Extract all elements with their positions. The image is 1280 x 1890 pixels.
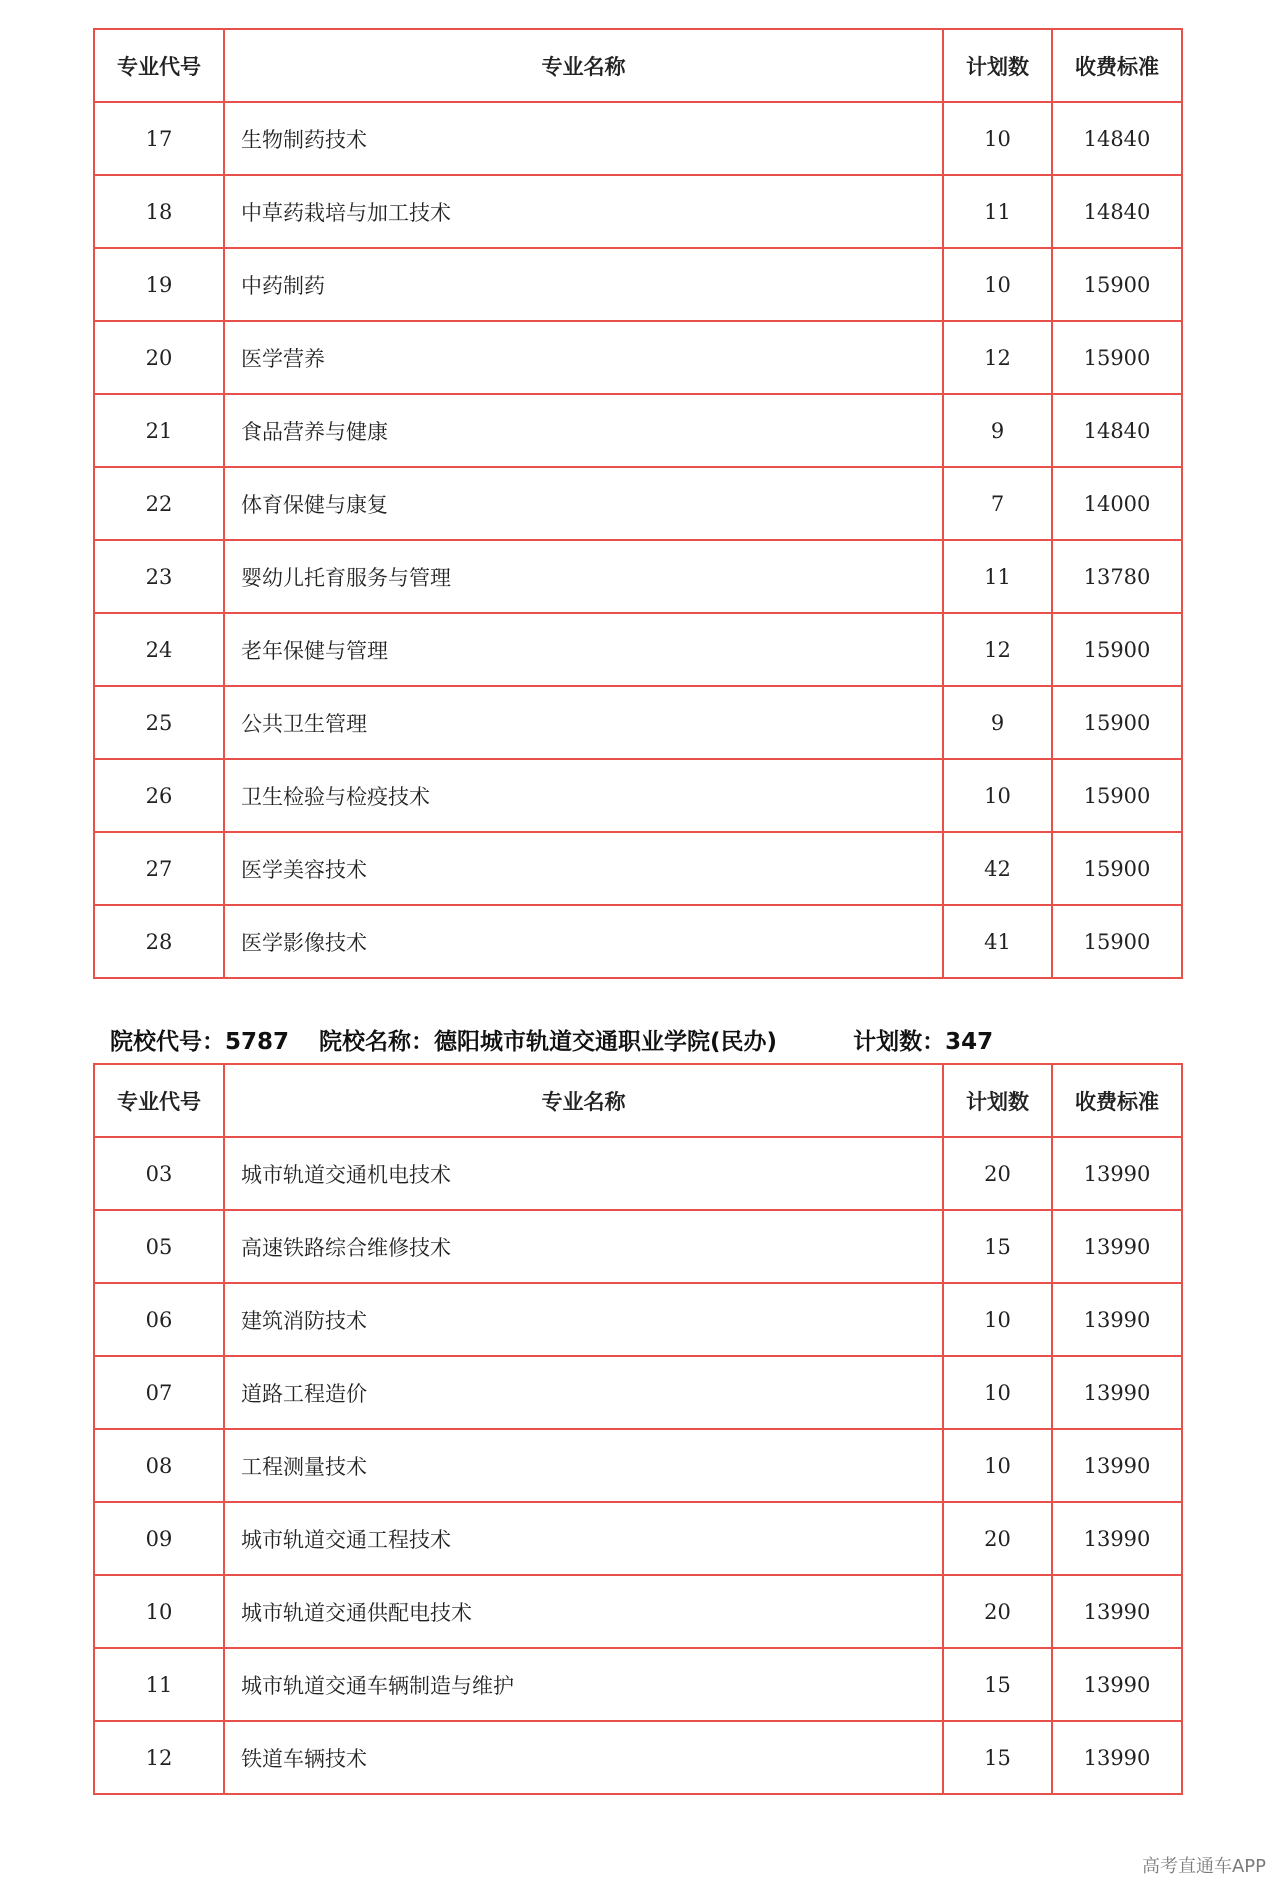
cell-code: 07 bbox=[94, 1356, 224, 1429]
cell-fee: 14000 bbox=[1052, 467, 1182, 540]
cell-fee: 14840 bbox=[1052, 102, 1182, 175]
school-plan-total: 计划数：347 bbox=[853, 1029, 994, 1055]
cell-plan: 15 bbox=[943, 1721, 1052, 1794]
cell-plan: 15 bbox=[943, 1210, 1052, 1283]
cell-code: 24 bbox=[94, 613, 224, 686]
cell-plan: 42 bbox=[943, 832, 1052, 905]
cell-plan: 15 bbox=[943, 1648, 1052, 1721]
cell-code: 19 bbox=[94, 248, 224, 321]
cell-code: 05 bbox=[94, 1210, 224, 1283]
cell-fee: 13990 bbox=[1052, 1721, 1182, 1794]
cell-code: 06 bbox=[94, 1283, 224, 1356]
header-fee: 收费标准 bbox=[1052, 1064, 1182, 1137]
cell-name: 工程测量技术 bbox=[224, 1429, 943, 1502]
table-row bbox=[94, 1429, 1182, 1502]
cell-fee: 13990 bbox=[1052, 1575, 1182, 1648]
cell-fee: 15900 bbox=[1052, 686, 1182, 759]
cell-fee: 13780 bbox=[1052, 540, 1182, 613]
table-row bbox=[94, 102, 1182, 175]
table-row bbox=[94, 248, 1182, 321]
cell-plan: 11 bbox=[943, 540, 1052, 613]
cell-plan: 20 bbox=[943, 1575, 1052, 1648]
cell-name: 婴幼儿托育服务与管理 bbox=[224, 540, 943, 613]
table-header-row bbox=[94, 29, 1182, 102]
cell-fee: 13990 bbox=[1052, 1283, 1182, 1356]
cell-code: 21 bbox=[94, 394, 224, 467]
cell-name: 铁道车辆技术 bbox=[224, 1721, 943, 1794]
watermark-text: 高考直通车APP bbox=[1141, 1856, 1266, 1877]
cell-fee: 14840 bbox=[1052, 175, 1182, 248]
cell-plan: 10 bbox=[943, 759, 1052, 832]
cell-fee: 13990 bbox=[1052, 1429, 1182, 1502]
cell-fee: 15900 bbox=[1052, 832, 1182, 905]
cell-name: 道路工程造价 bbox=[224, 1356, 943, 1429]
table-row bbox=[94, 759, 1182, 832]
table-row bbox=[94, 832, 1182, 905]
table-row bbox=[94, 1721, 1182, 1794]
cell-plan: 11 bbox=[943, 175, 1052, 248]
school-info-line bbox=[110, 1023, 993, 1057]
cell-name: 卫生检验与检疫技术 bbox=[224, 759, 943, 832]
cell-plan: 9 bbox=[943, 394, 1052, 467]
cell-fee: 13990 bbox=[1052, 1502, 1182, 1575]
cell-name: 高速铁路综合维修技术 bbox=[224, 1210, 943, 1283]
table-row bbox=[94, 467, 1182, 540]
cell-plan: 9 bbox=[943, 686, 1052, 759]
cell-plan: 12 bbox=[943, 321, 1052, 394]
cell-plan: 20 bbox=[943, 1137, 1052, 1210]
major-table-1 bbox=[93, 28, 1183, 979]
header-code: 专业代号 bbox=[94, 1064, 224, 1137]
cell-code: 18 bbox=[94, 175, 224, 248]
cell-name: 城市轨道交通机电技术 bbox=[224, 1137, 943, 1210]
school-name: 院校名称：德阳城市轨道交通职业学院(民办) bbox=[319, 1029, 778, 1055]
cell-code: 08 bbox=[94, 1429, 224, 1502]
cell-name: 医学美容技术 bbox=[224, 832, 943, 905]
cell-fee: 15900 bbox=[1052, 321, 1182, 394]
header-name: 专业名称 bbox=[224, 29, 943, 102]
header-name: 专业名称 bbox=[224, 1064, 943, 1137]
table-row bbox=[94, 1283, 1182, 1356]
table-row bbox=[94, 1137, 1182, 1210]
cell-code: 20 bbox=[94, 321, 224, 394]
header-fee: 收费标准 bbox=[1052, 29, 1182, 102]
cell-plan: 41 bbox=[943, 905, 1052, 978]
cell-fee: 15900 bbox=[1052, 759, 1182, 832]
cell-code: 22 bbox=[94, 467, 224, 540]
cell-fee: 15900 bbox=[1052, 248, 1182, 321]
cell-name: 城市轨道交通工程技术 bbox=[224, 1502, 943, 1575]
cell-plan: 10 bbox=[943, 102, 1052, 175]
table-row bbox=[94, 1210, 1182, 1283]
school-code: 院校代号：5787 bbox=[110, 1029, 290, 1055]
cell-name: 中药制药 bbox=[224, 248, 943, 321]
cell-name: 医学营养 bbox=[224, 321, 943, 394]
table-row bbox=[94, 1356, 1182, 1429]
cell-name: 老年保健与管理 bbox=[224, 613, 943, 686]
cell-fee: 13990 bbox=[1052, 1356, 1182, 1429]
cell-name: 食品营养与健康 bbox=[224, 394, 943, 467]
cell-code: 10 bbox=[94, 1575, 224, 1648]
cell-code: 17 bbox=[94, 102, 224, 175]
cell-name: 体育保健与康复 bbox=[224, 467, 943, 540]
major-table-2 bbox=[93, 1063, 1183, 1795]
table-row bbox=[94, 540, 1182, 613]
cell-plan: 10 bbox=[943, 1356, 1052, 1429]
cell-code: 12 bbox=[94, 1721, 224, 1794]
cell-plan: 10 bbox=[943, 1429, 1052, 1502]
cell-name: 生物制药技术 bbox=[224, 102, 943, 175]
cell-code: 11 bbox=[94, 1648, 224, 1721]
cell-code: 23 bbox=[94, 540, 224, 613]
table-row bbox=[94, 394, 1182, 467]
cell-plan: 10 bbox=[943, 1283, 1052, 1356]
cell-name: 医学影像技术 bbox=[224, 905, 943, 978]
table-header-row bbox=[94, 1064, 1182, 1137]
cell-code: 27 bbox=[94, 832, 224, 905]
cell-code: 09 bbox=[94, 1502, 224, 1575]
table-row bbox=[94, 686, 1182, 759]
cell-fee: 13990 bbox=[1052, 1210, 1182, 1283]
table-row bbox=[94, 905, 1182, 978]
cell-plan: 10 bbox=[943, 248, 1052, 321]
cell-code: 28 bbox=[94, 905, 224, 978]
cell-code: 03 bbox=[94, 1137, 224, 1210]
cell-name: 建筑消防技术 bbox=[224, 1283, 943, 1356]
header-plan: 计划数 bbox=[943, 29, 1052, 102]
cell-plan: 7 bbox=[943, 467, 1052, 540]
cell-plan: 20 bbox=[943, 1502, 1052, 1575]
table-row bbox=[94, 1502, 1182, 1575]
cell-fee: 15900 bbox=[1052, 905, 1182, 978]
table-row bbox=[94, 1575, 1182, 1648]
cell-fee: 13990 bbox=[1052, 1648, 1182, 1721]
header-plan: 计划数 bbox=[943, 1064, 1052, 1137]
cell-name: 城市轨道交通供配电技术 bbox=[224, 1575, 943, 1648]
table-row bbox=[94, 1648, 1182, 1721]
table-row bbox=[94, 321, 1182, 394]
table-row bbox=[94, 613, 1182, 686]
cell-plan: 12 bbox=[943, 613, 1052, 686]
header-code: 专业代号 bbox=[94, 29, 224, 102]
cell-fee: 13990 bbox=[1052, 1137, 1182, 1210]
cell-name: 公共卫生管理 bbox=[224, 686, 943, 759]
cell-name: 中草药栽培与加工技术 bbox=[224, 175, 943, 248]
cell-code: 26 bbox=[94, 759, 224, 832]
cell-code: 25 bbox=[94, 686, 224, 759]
cell-fee: 14840 bbox=[1052, 394, 1182, 467]
cell-name: 城市轨道交通车辆制造与维护 bbox=[224, 1648, 943, 1721]
table-row bbox=[94, 175, 1182, 248]
cell-fee: 15900 bbox=[1052, 613, 1182, 686]
